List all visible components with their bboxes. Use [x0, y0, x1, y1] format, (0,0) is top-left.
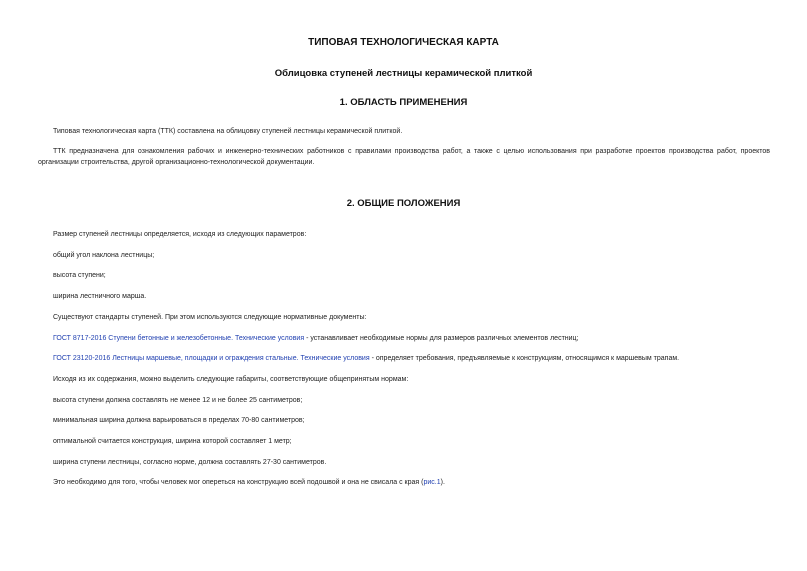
- figure-1-link[interactable]: рис.1: [423, 479, 441, 486]
- section1-heading: 1. ОБЛАСТЬ ПРИМЕНЕНИЯ: [339, 97, 468, 108]
- section1-paragraph-1: Типовая технологическая карта (ТТК) составлена на облицовку ступеней лестницы керамической плиткой.: [53, 128, 403, 135]
- dimension-item: минимальная ширина должна варьироваться в пределах 70-80 сантиметров;: [53, 417, 305, 424]
- final-paragraph: [53, 477, 445, 488]
- gost-8717-link[interactable]: ГОСТ 8717-2016 Ступени бетонные и железобетонные. Технические условия: [53, 335, 305, 342]
- document-subtitle: Облицовка ступеней лестницы керамической плиткой: [274, 68, 533, 79]
- gost-23120-line: [53, 353, 679, 364]
- dimensions-intro: Исходя из их содержания, можно выделить следующие габариты, соответствующие общепринятым нормам:: [53, 376, 409, 383]
- gost-8717-line: [53, 333, 579, 344]
- final-text: Это необходимо для того, чтобы человек мог опереться на конструкцию всей подошвой и она не свисала с края (: [53, 479, 424, 486]
- section1-paragraph-2: ТТК предназначена для ознакомления рабочих и инженерно-технических работников с правилами производства работ, а также с целью использования при разработке проектов производства работ, проектов организации строительства, другой организационно-технологической документации.: [38, 148, 770, 166]
- dimension-item: оптимальной считается конструкция, ширина которой составляет 1 метр;: [53, 438, 292, 445]
- gost-23120-link[interactable]: ГОСТ 23120-2016 Лестницы маршевые, площадки и ограждения стальные. Технические условия: [53, 355, 370, 362]
- section2-intro: Размер ступеней лестницы определяется, исходя из следующих параметров:: [53, 231, 307, 238]
- section2-heading: 2. ОБЩИЕ ПОЛОЖЕНИЯ: [346, 198, 461, 209]
- param-item: высота ступени;: [53, 272, 106, 279]
- param-item: общий угол наклона лестницы;: [53, 252, 155, 259]
- gost-23120-description: - определяет требования, предъявляемые к конструкциям, относящимся к маршевым трапам.: [369, 355, 680, 362]
- dimension-item: высота ступени должна составлять не менее 12 и не более 25 сантиметров;: [53, 397, 303, 404]
- document-type-title: ТИПОВАЯ ТЕХНОЛОГИЧЕСКАЯ КАРТА: [308, 37, 499, 48]
- standards-intro: Существуют стандарты ступеней. При этом используются следующие нормативные документы:: [53, 314, 367, 321]
- gost-8717-description: - устанавливает необходимые нормы для размеров различных элементов лестниц;: [304, 335, 579, 342]
- dimension-item: ширина ступени лестницы, согласно норме, должна составлять 27-30 сантиметров.: [53, 459, 327, 466]
- param-item: ширина лестничного марша.: [53, 293, 147, 300]
- final-text-end: ).: [440, 479, 445, 486]
